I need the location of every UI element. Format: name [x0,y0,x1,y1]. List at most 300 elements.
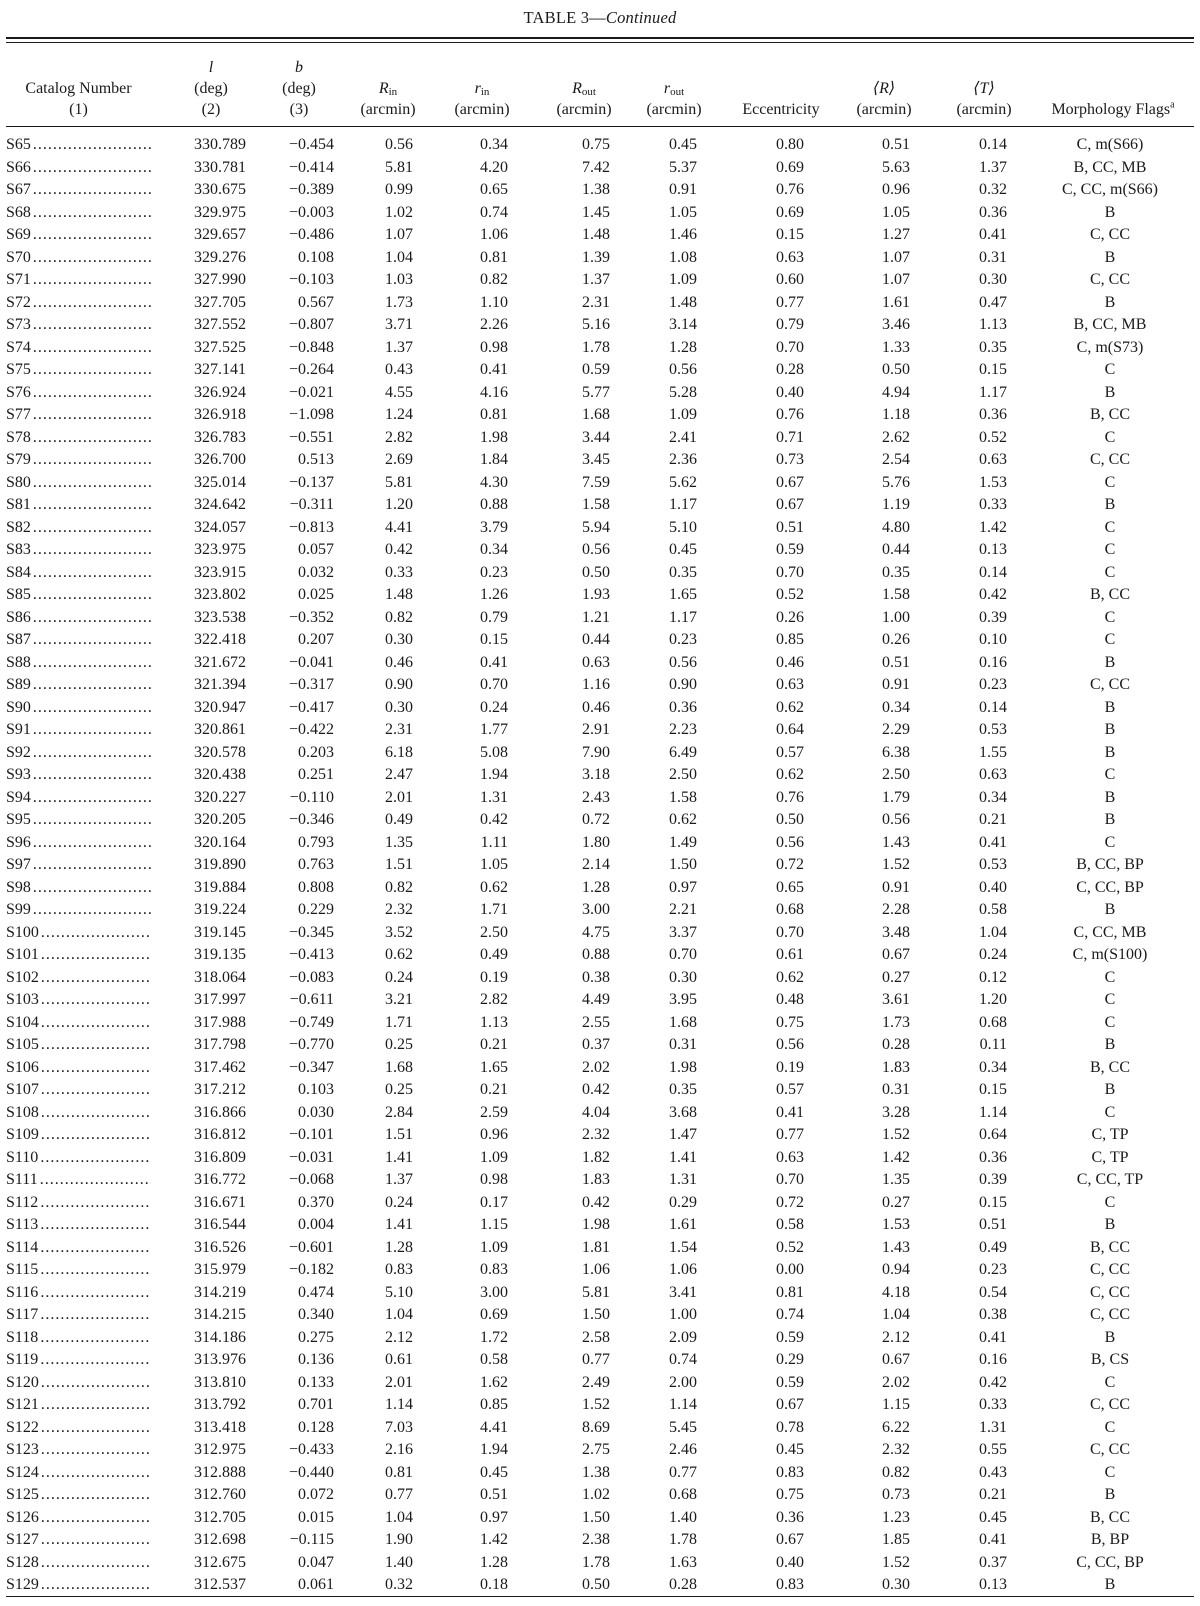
mean-r-cell: 0.44 [882,541,910,558]
r-out-upper-cell: 1.93 [582,586,610,603]
r-in-upper-cell: 1.24 [385,406,413,423]
l-cell: 312.888 [194,1463,246,1481]
eccentricity-cell: 0.69 [776,158,804,176]
morphology-flags-cell: B [1104,248,1116,266]
l-cell: 319.135 [194,946,246,963]
r-in-upper-cell: 4.41 [385,518,413,536]
mean-t-cell: 1.20 [979,991,1007,1008]
r-in-lower-cell: 4.30 [480,473,508,491]
mean-t-cell: 0.31 [979,248,1007,266]
r-out-lower-cell: 0.36 [669,698,697,716]
catalog-number-cell: S126 ..... [6,1507,151,1530]
catalog-number-cell: S118 ..... [6,1327,151,1350]
r-in-upper-cell: 4.55 [385,383,413,401]
eccentricity-cell: 0.46 [776,653,804,671]
mean-r-cell: 1.61 [882,293,910,311]
eccentricity-cell: 0.64 [776,721,804,738]
morphology-flags-cell: B, CS [1090,1351,1130,1368]
mean-t-cell: 0.11 [979,1036,1007,1053]
l-cell: 324.057 [194,518,246,536]
r-out-upper-cell: 0.50 [582,1576,610,1593]
mean-r-cell: 3.28 [882,1103,910,1121]
l-cell: 316.671 [194,1193,246,1211]
b-cell: 0.251 [298,766,334,783]
table-row [0,742,1200,765]
r-in-upper-cell: 1.03 [385,271,413,288]
table-row [0,809,1200,832]
mean-t-cell: 0.14 [979,563,1007,581]
header-mean-r-symbol: ⟨R⟩ [872,80,896,97]
b-cell: −0.041 [288,653,334,671]
mean-r-cell: 1.18 [882,406,910,423]
l-cell: 313.792 [194,1396,246,1413]
eccentricity-cell: 0.62 [776,968,804,986]
r-out-upper-cell: 1.52 [582,1396,610,1413]
r-out-lower-cell: 1.08 [669,248,697,266]
r-out-upper-cell: 2.02 [582,1058,610,1076]
mean-r-cell: 1.52 [882,856,910,873]
mean-t-cell: 0.13 [979,1576,1007,1593]
table-row [0,989,1200,1012]
catalog-number-cell: S115 ..... [6,1259,151,1282]
r-in-upper-cell: 1.51 [385,856,413,873]
r-out-lower-cell: 1.14 [669,1396,697,1413]
morphology-flags-cell: C [1104,1103,1116,1121]
mean-r-cell: 1.83 [882,1058,910,1076]
l-cell: 323.915 [194,563,246,581]
r-out-upper-cell: 1.68 [582,406,610,423]
l-cell: 320.947 [194,698,246,716]
header-b-colnum: (3) [289,101,309,118]
r-out-upper-cell: 2.38 [582,1531,610,1548]
r-in-lower-cell: 2.26 [480,316,508,333]
table-row [0,832,1200,855]
eccentricity-cell: 0.15 [776,226,804,243]
r-in-lower-cell: 1.09 [480,1148,508,1166]
catalog-number-cell: S103 ..... [6,989,151,1012]
table-title-suffix: Continued [605,8,677,27]
table-row [0,1124,1200,1147]
r-out-lower-cell: 0.68 [669,1486,697,1503]
mean-r-cell: 1.00 [882,608,910,626]
catalog-number-cell: S104 ..... [6,1012,151,1035]
eccentricity-cell: 0.57 [776,1081,804,1098]
mean-t-cell: 0.14 [979,698,1007,716]
table-row [0,1327,1200,1350]
b-cell: −0.003 [288,203,334,221]
b-cell: −0.440 [288,1463,334,1481]
catalog-number-cell: S125 ..... [6,1484,151,1507]
header-r-out-upper [544,48,624,120]
r-out-upper-cell: 5.77 [582,383,610,401]
eccentricity-cell: 0.45 [776,1441,804,1458]
mean-t-cell: 0.36 [979,203,1007,221]
r-out-lower-cell: 1.68 [669,1013,697,1031]
mean-r-cell: 3.46 [882,316,910,333]
catalog-number-cell: S99 ..... [6,899,151,922]
r-out-lower-cell: 6.49 [669,743,697,761]
r-out-upper-cell: 0.42 [582,1081,610,1098]
r-out-upper-cell: 7.42 [582,158,610,176]
l-cell: 323.538 [194,608,246,626]
mean-r-cell: 0.27 [882,968,910,986]
mean-r-cell: 2.50 [882,766,910,783]
r-in-lower-cell: 0.98 [480,1171,508,1188]
r-out-upper-cell: 1.83 [582,1171,610,1188]
r-in-upper-cell: 5.81 [385,473,413,491]
r-in-lower-cell: 0.41 [480,653,508,671]
r-in-lower-cell: 0.15 [480,631,508,648]
r-in-lower-cell: 4.41 [480,1418,508,1436]
header-r-in-lower-sub: in [480,86,490,98]
r-out-upper-cell: 1.45 [582,203,610,221]
eccentricity-cell: 0.70 [776,1171,804,1188]
r-in-lower-cell: 1.31 [480,788,508,806]
l-cell: 327.525 [194,338,246,356]
r-out-lower-cell: 3.37 [669,923,697,941]
r-in-lower-cell: 0.58 [480,1351,508,1368]
morphology-flags-cell: B, CC [1089,406,1130,423]
table-row [0,337,1200,360]
morphology-flags-cell: B [1104,1216,1116,1233]
b-cell: −0.352 [288,608,334,626]
r-out-lower-cell: 1.78 [669,1531,697,1548]
eccentricity-cell: 0.26 [776,608,804,626]
header-l [176,48,246,120]
r-in-upper-cell: 2.32 [385,901,413,918]
r-out-lower-cell: 2.46 [669,1441,697,1458]
mean-t-cell: 0.34 [979,788,1007,806]
r-in-upper-cell: 0.43 [385,361,413,378]
r-in-upper-cell: 1.40 [385,1553,413,1571]
r-out-upper-cell: 5.94 [582,518,610,536]
r-out-lower-cell: 0.77 [669,1463,697,1481]
r-in-upper-cell: 0.32 [385,1576,413,1593]
l-cell: 314.186 [194,1328,246,1346]
r-in-upper-cell: 7.03 [385,1418,413,1436]
table-row [0,944,1200,967]
mean-t-cell: 0.51 [979,1216,1007,1233]
morphology-flags-cell: C, CC, TP [1076,1171,1144,1188]
table-row [0,292,1200,315]
r-out-lower-cell: 1.31 [669,1171,697,1188]
header-l-unit: (deg) [194,80,228,97]
eccentricity-cell: 0.81 [776,1283,804,1301]
catalog-number-cell: S68 ..... [6,202,151,225]
b-cell: −0.848 [288,338,334,356]
r-in-upper-cell: 1.07 [385,226,413,243]
r-out-lower-cell: 2.36 [669,451,697,468]
b-cell: −0.182 [288,1261,334,1278]
catalog-number-cell: S65 ..... [6,134,151,157]
mean-r-cell: 2.28 [882,901,910,918]
b-cell: 0.340 [298,1306,334,1323]
mean-t-cell: 0.38 [979,1306,1007,1323]
b-cell: 0.474 [298,1283,334,1301]
r-in-upper-cell: 1.28 [385,1238,413,1256]
eccentricity-cell: 0.78 [776,1418,804,1436]
table-row [0,562,1200,585]
morphology-flags-cell: C [1104,1193,1116,1211]
mean-t-cell: 0.32 [979,181,1007,198]
mean-t-cell: 0.10 [979,631,1007,648]
l-cell: 326.924 [194,383,246,401]
mean-r-cell: 1.53 [882,1216,910,1233]
r-out-upper-cell: 0.50 [582,563,610,581]
r-out-lower-cell: 5.37 [669,158,697,176]
header-r-out-lower-unit: (arcmin) [646,101,702,118]
r-in-lower-cell: 0.96 [480,1126,508,1143]
eccentricity-cell: 0.67 [776,1531,804,1548]
morphology-flags-cell: C, CC [1089,1261,1130,1278]
catalog-number-cell: S112 ..... [6,1192,151,1215]
r-out-upper-cell: 1.50 [582,1306,610,1323]
r-out-lower-cell: 2.23 [669,721,697,738]
r-in-upper-cell: 0.82 [385,608,413,626]
eccentricity-cell: 0.72 [776,1193,804,1211]
r-out-upper-cell: 1.58 [582,496,610,513]
r-in-upper-cell: 1.73 [385,293,413,311]
eccentricity-cell: 0.72 [776,856,804,873]
l-cell: 319.884 [194,878,246,896]
catalog-number-cell: S69 ..... [6,224,151,247]
l-cell: 323.802 [194,586,246,603]
mean-r-cell: 4.18 [882,1283,910,1301]
r-out-upper-cell: 1.50 [582,1508,610,1526]
r-in-lower-cell: 0.85 [480,1396,508,1413]
mean-t-cell: 0.15 [979,1081,1007,1098]
catalog-number-cell: S67 ..... [6,179,151,202]
l-cell: 326.918 [194,406,246,423]
r-out-upper-cell: 0.63 [582,653,610,671]
mean-r-cell: 1.33 [882,338,910,356]
eccentricity-cell: 0.36 [776,1508,804,1526]
r-in-lower-cell: 0.69 [480,1306,508,1323]
table-row [0,359,1200,382]
eccentricity-cell: 0.80 [776,136,804,153]
r-in-upper-cell: 0.83 [385,1261,413,1278]
r-in-upper-cell: 2.82 [385,428,413,446]
b-cell: 0.701 [298,1396,334,1413]
r-in-upper-cell: 0.46 [385,653,413,671]
eccentricity-cell: 0.52 [776,586,804,603]
table-row [0,854,1200,877]
morphology-flags-cell: B, CC, MB [1073,316,1147,333]
b-cell: −0.346 [288,811,334,828]
r-in-upper-cell: 0.24 [385,968,413,986]
l-cell: 329.657 [194,226,246,243]
r-out-lower-cell: 0.28 [669,1576,697,1593]
catalog-number-cell: S120 ..... [6,1372,151,1395]
eccentricity-cell: 0.59 [776,1373,804,1391]
b-cell: 0.108 [298,248,334,266]
r-out-lower-cell: 3.68 [669,1103,697,1121]
r-in-upper-cell: 1.71 [385,1013,413,1031]
eccentricity-cell: 0.63 [776,248,804,266]
r-in-lower-cell: 0.74 [480,203,508,221]
mean-r-cell: 0.26 [882,631,910,648]
b-cell: −0.601 [288,1238,334,1256]
r-out-upper-cell: 0.38 [582,968,610,986]
r-in-upper-cell: 1.04 [385,1508,413,1526]
r-out-lower-cell: 3.41 [669,1283,697,1301]
b-cell: 0.072 [298,1486,334,1503]
eccentricity-cell: 0.29 [776,1351,804,1368]
l-cell: 326.783 [194,428,246,446]
r-out-lower-cell: 1.28 [669,338,697,356]
morphology-flags-cell: B [1104,653,1116,671]
b-cell: −0.317 [288,676,334,693]
table-row [0,1012,1200,1035]
r-in-lower-cell: 2.59 [480,1103,508,1121]
l-cell: 323.975 [194,541,246,558]
r-in-lower-cell: 1.15 [480,1216,508,1233]
l-cell: 319.145 [194,923,246,941]
b-cell: 0.103 [298,1081,334,1098]
r-in-lower-cell: 5.08 [480,743,508,761]
r-in-lower-cell: 0.83 [480,1261,508,1278]
r-in-lower-cell: 0.98 [480,338,508,356]
catalog-number-cell: S75 ..... [6,359,151,382]
eccentricity-cell: 0.65 [776,878,804,896]
eccentricity-cell: 0.69 [776,203,804,221]
r-in-lower-cell: 0.62 [480,878,508,896]
mean-r-cell: 1.35 [882,1171,910,1188]
r-in-upper-cell: 1.02 [385,203,413,221]
morphology-flags-cell: B [1104,1328,1116,1346]
r-out-lower-cell: 0.31 [669,1036,697,1053]
table-row [0,1057,1200,1080]
mean-r-cell: 1.79 [882,788,910,806]
catalog-number-cell: S123 ..... [6,1439,151,1462]
morphology-flags-cell: B [1104,293,1116,311]
mean-t-cell: 1.13 [979,316,1007,333]
morphology-flags-cell: C [1104,563,1116,581]
table-row [0,472,1200,495]
mean-t-cell: 0.35 [979,338,1007,356]
r-in-upper-cell: 0.81 [385,1463,413,1481]
mean-r-cell: 1.05 [882,203,910,221]
mean-t-cell: 1.04 [979,923,1007,941]
r-in-upper-cell: 1.51 [385,1126,413,1143]
mean-t-cell: 0.41 [979,1328,1007,1346]
l-cell: 312.975 [194,1441,246,1458]
eccentricity-cell: 0.41 [776,1103,804,1121]
mean-r-cell: 6.38 [882,743,910,761]
mean-r-cell: 2.12 [882,1328,910,1346]
header-r-in-upper-unit: (arcmin) [360,101,416,118]
eccentricity-cell: 0.73 [776,451,804,468]
table-row [0,1349,1200,1372]
r-in-upper-cell: 2.01 [385,1373,413,1391]
mean-r-cell: 0.96 [882,181,910,198]
catalog-number-cell: S80 ..... [6,472,151,495]
b-cell: −0.264 [288,361,334,378]
catalog-number-cell: S76 ..... [6,382,151,405]
l-cell: 313.810 [194,1373,246,1391]
r-out-upper-cell: 0.75 [582,136,610,153]
morphology-flags-cell: C [1104,541,1116,558]
mean-t-cell: 0.34 [979,1058,1007,1076]
b-cell: 0.763 [298,856,334,873]
eccentricity-cell: 0.79 [776,316,804,333]
mean-t-cell: 0.64 [979,1126,1007,1143]
r-in-upper-cell: 2.47 [385,766,413,783]
r-in-upper-cell: 1.35 [385,833,413,851]
b-cell: 0.229 [298,901,334,918]
r-out-upper-cell: 2.75 [582,1441,610,1458]
r-in-lower-cell: 0.42 [480,811,508,828]
r-out-upper-cell: 1.98 [582,1216,610,1233]
r-out-upper-cell: 0.56 [582,541,610,558]
r-out-upper-cell: 1.39 [582,248,610,266]
table-row [0,1372,1200,1395]
r-in-lower-cell: 0.45 [480,1463,508,1481]
r-out-lower-cell: 1.47 [669,1126,697,1143]
b-cell: 0.057 [298,541,334,558]
r-in-upper-cell: 1.04 [385,1306,413,1323]
r-in-upper-cell: 1.20 [385,496,413,513]
catalog-number-cell: S87 ..... [6,629,151,652]
r-out-upper-cell: 3.45 [582,451,610,468]
r-out-upper-cell: 2.43 [582,788,610,806]
mean-r-cell: 0.27 [882,1193,910,1211]
eccentricity-cell: 0.85 [776,631,804,648]
b-cell: 0.133 [298,1373,334,1391]
r-out-lower-cell: 0.56 [669,653,697,671]
catalog-number-cell: S119 ..... [6,1349,151,1372]
table-row [0,539,1200,562]
catalog-number-cell: S72 ..... [6,292,151,315]
r-out-lower-cell: 3.95 [669,991,697,1008]
morphology-flags-cell: C [1104,631,1116,648]
r-out-upper-cell: 1.38 [582,1463,610,1481]
l-cell: 312.698 [194,1531,246,1548]
r-out-upper-cell: 1.16 [582,676,610,693]
morphology-flags-cell: C [1104,1463,1116,1481]
table-row [0,674,1200,697]
catalog-number-cell: S102 ..... [6,967,151,990]
morphology-flags-cell: B [1104,383,1116,401]
mean-r-cell: 2.32 [882,1441,910,1458]
r-out-upper-cell: 1.81 [582,1238,610,1256]
r-in-upper-cell: 0.30 [385,698,413,716]
mean-t-cell: 0.39 [979,608,1007,626]
l-cell: 322.418 [194,631,246,648]
mean-r-cell: 1.85 [882,1531,910,1548]
catalog-number-cell: S85 ..... [6,584,151,607]
table-row [0,1484,1200,1507]
catalog-number-cell: S84 ..... [6,562,151,585]
b-cell: −0.389 [288,181,334,198]
eccentricity-cell: 0.67 [776,496,804,513]
catalog-number-cell: S111 ..... [6,1169,151,1192]
mean-r-cell: 0.67 [882,1351,910,1368]
r-out-upper-cell: 2.32 [582,1126,610,1143]
morphology-flags-cell: C, CC [1089,451,1130,468]
header-mean-r [844,48,924,120]
r-out-upper-cell: 0.59 [582,361,610,378]
eccentricity-cell: 0.19 [776,1058,804,1076]
table-row [0,1462,1200,1485]
r-in-lower-cell: 1.94 [480,766,508,783]
l-cell: 313.418 [194,1418,246,1436]
r-in-lower-cell: 0.70 [480,676,508,693]
catalog-number-cell: S91 ..... [6,719,151,742]
b-cell: −0.770 [288,1036,334,1053]
eccentricity-cell: 0.75 [776,1013,804,1031]
eccentricity-cell: 0.63 [776,1148,804,1166]
